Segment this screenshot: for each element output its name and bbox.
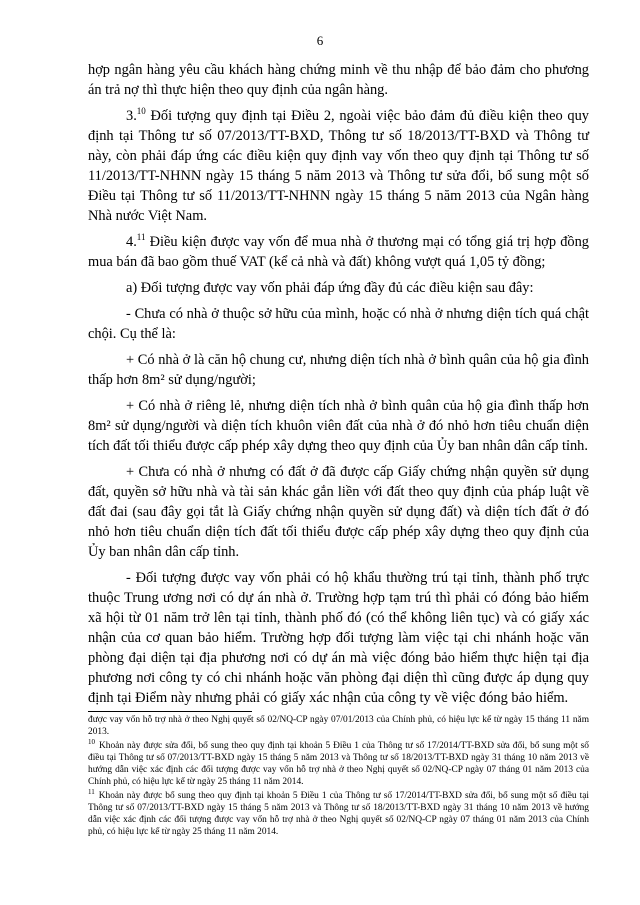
footnote-ref-11[interactable]: 11 [136,232,146,243]
footnote-mark: 11 [88,787,95,796]
body-text [88,60,589,714]
footnote-text: Khoản này được bổ sung theo quy định tại khoản 5 Điều 1 của Thông tư số 17/2014/TT-BXD sửa đổi, bổ sung một số điều tại Thông tư số 07/2013/TT-BXD ngày 15 tháng 5 năm 2013 và Thông tư số 18/2013/TT-BXD ngày 31 tháng 10 năm 2013 về hướng dẫn việc xác định các đối tượng được vay vốn hỗ trợ nhà ở theo Nghị quyết số 02/NQ-CP ngày 07 tháng 01 năm 2013 của Chính phủ, có hiệu lực kể từ ngày 25 tháng 11 năm 2014. [88,791,589,837]
paragraph-continuation: hợp ngân hàng yêu cầu khách hàng chứng minh về thu nhập để bảo đảm cho phương án trả nợ thì thực hiện theo quy định của ngân hàng. [88,62,589,98]
footnote-10 [88,737,589,788]
footnotes [88,714,589,840]
clause-number: 3. [126,108,137,124]
clause-text: Điều kiện được vay vốn để mua nhà ở thương mại có tổng giá trị hợp đồng mua bán đã bao gồm thuế VAT (kể cả nhà và đất) không vượt quá 1,05 tỷ đồng; [88,234,589,270]
footnote-continuation: được vay vốn hỗ trợ nhà ở theo Nghị quyết số 02/NQ-CP ngày 07/01/2013 của Chính phủ, có hiệu lực kể từ ngày 15 tháng 11 năm 2013. [88,715,589,737]
footnote-ref-10[interactable]: 10 [136,106,146,117]
footnote-divider [88,711,252,712]
paragraph-point-a: a) Đối tượng được vay vốn phải đáp ứng đầy đủ các điều kiện sau đây: [126,280,534,296]
page-number: 6 [316,33,324,48]
paragraph-clause-3 [88,106,589,226]
clause-number: 4. [126,234,137,250]
paragraph-apartment: + Có nhà ở là căn hộ chung cư, nhưng diện tích nhà ở bình quân của hộ gia đình thấp hơn 8m² sử dụng/người; [88,352,589,388]
footnote-text: Khoản này được sửa đổi, bổ sung theo quy định tại khoản 5 Điều 1 của Thông tư số 17/2014/TT-BXD sửa đổi, bổ sung một số điều tại Thông tư số 07/2013/TT-BXD ngày 15 tháng 5 năm 2013 và Thông tư số 18/2013/TT-BXD ngày 31 tháng 10 năm 2013 về hướng dẫn việc xác định các đối tượng được vay vốn hỗ trợ nhà ở theo Nghị quyết số 02/NQ-CP ngày 07 tháng 01 năm 2013 của Chính phủ, có hiệu lực kể từ ngày 25 tháng 11 năm 2014. [88,741,589,787]
paragraph-clause-4 [88,232,589,272]
footnote-11 [88,787,589,838]
clause-text: Đối tượng quy định tại Điều 2, ngoài việc bảo đảm đủ điều kiện theo quy định tại Thông tư số 07/2013/TT-BXD, Thông tư số 18/2013/TT-BXD và Thông tư này, còn phải đáp ứng các điều kiện quy định vay vốn theo quy định tại Thông tư số 11/2013/TT-NHNN ngày 15 tháng 5 năm 2013 và Thông tư sửa đổi, bổ sung một số Điều tại Thông tư số 11/2013/TT-NHNN ngày 15 tháng 5 năm 2013 của Ngân hàng Nhà nước Việt Nam. [88,108,589,224]
paragraph-land-certificate: + Chưa có nhà ở nhưng có đất ở đã được cấp Giấy chứng nhận quyền sử dụng đất, quyền sở hữu nhà và tài sản khác gắn liền với đất theo quy định của pháp luật về đất đai (sau đây gọi tắt là Giấy chứng nhận quyền sử dụng đất) và diện tích đất ở đó nhỏ hơn tiêu chuẩn diện tích đất tối thiểu được cấp phép xây dựng theo quy định của Ủy ban nhân dân cấp tỉnh. [88,464,589,560]
footnote-mark: 10 [88,737,95,746]
paragraph-condition-housing: - Chưa có nhà ở thuộc sở hữu của mình, hoặc có nhà ở nhưng diện tích quá chật chội. Cụ thể là: [88,306,589,342]
paragraph-separate-house: + Có nhà ở riêng lẻ, nhưng diện tích nhà ở bình quân của hộ gia đình thấp hơn 8m² sử dụng/người và diện tích khuôn viên đất của nhà ở đó nhỏ hơn tiêu chuẩn diện tích đất tối thiểu được cấp phép xây dựng theo quy định của Ủy ban nhân dân cấp tỉnh. [88,398,589,454]
paragraph-residence: - Đối tượng được vay vốn phải có hộ khẩu thường trú tại tỉnh, thành phố trực thuộc Trung ương nơi có dự án nhà ở. Trường hợp tạm trú thì phải có đóng bảo hiểm xã hội từ 01 năm trở lên tại tỉnh, thành phố đó (có thể không liên tục) và có giấy xác nhận của cơ quan bảo hiểm. Trường hợp đối tượng làm việc tại chi nhánh hoặc văn phòng đại diện tại địa phương nơi có dự án mà việc đóng bảo hiểm thực hiện tại địa phương nơi công ty có chi nhánh hoặc văn phòng đại diện thì cũng được áp dụng quy định tại Điểm này nhưng phải có giấy xác nhận của công ty về việc đóng bảo hiểm. [88,570,589,706]
